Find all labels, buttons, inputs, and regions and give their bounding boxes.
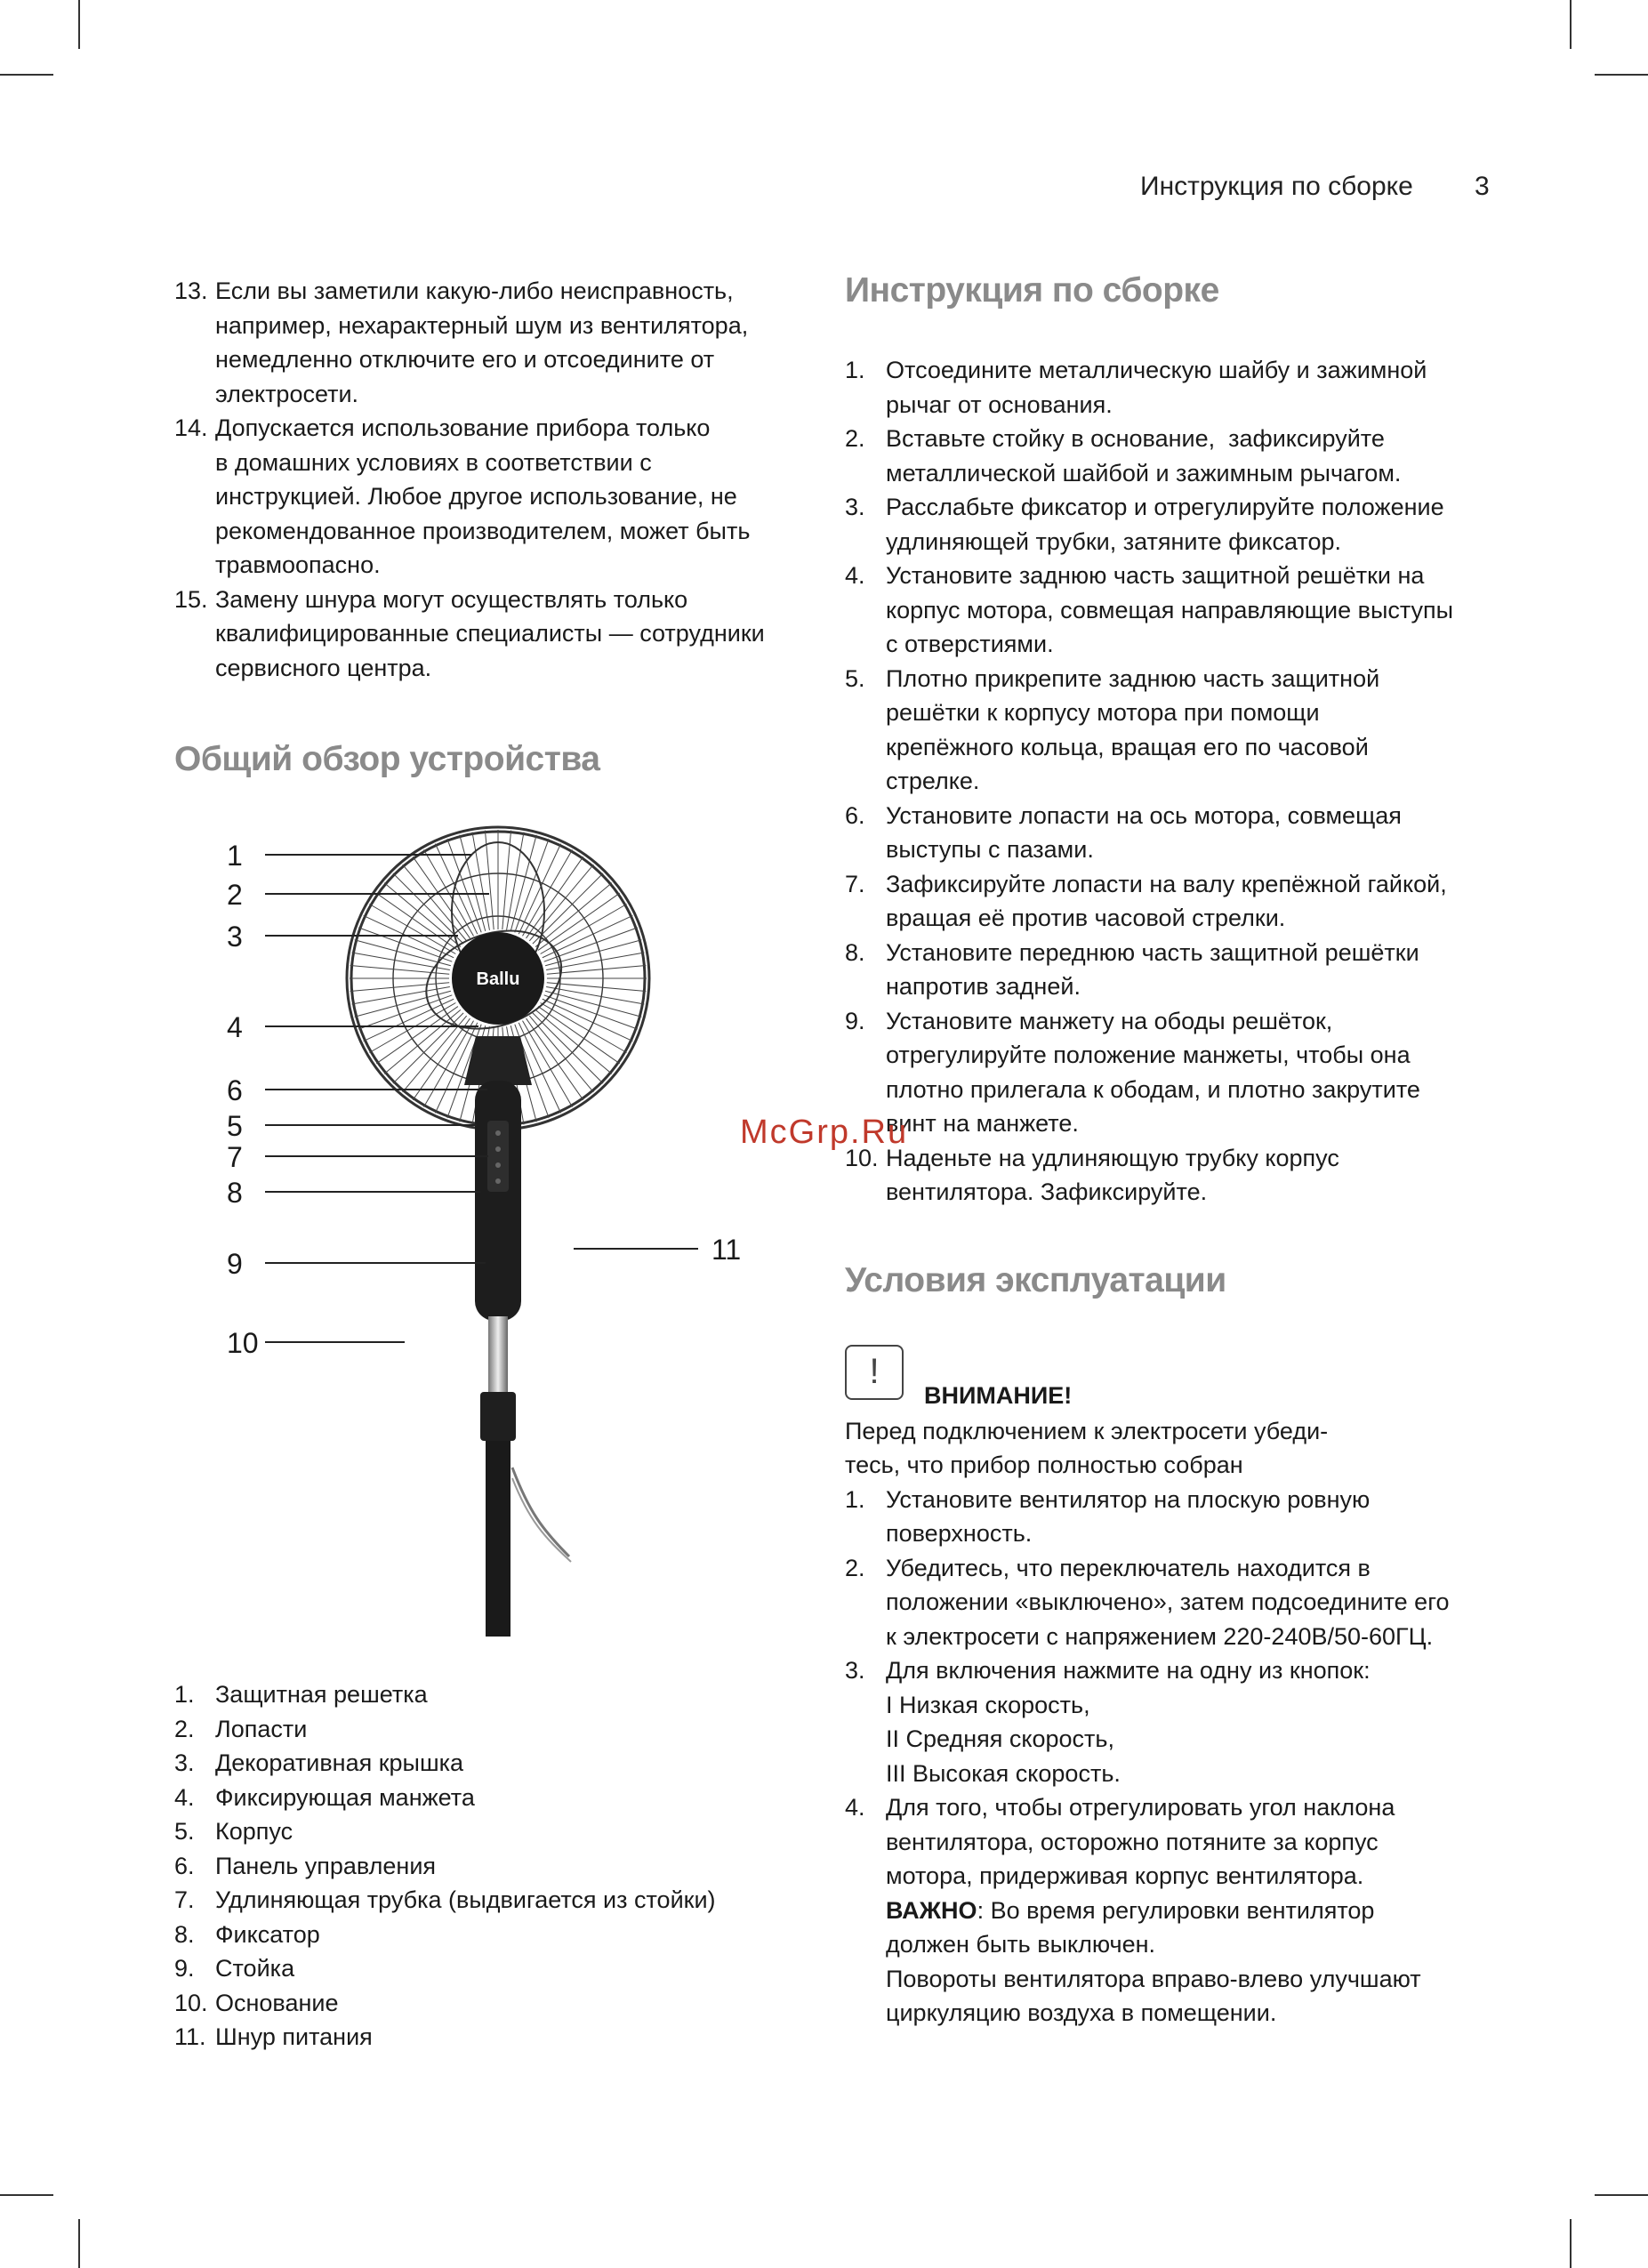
crop-mark xyxy=(0,2194,53,2196)
callout-3: 3 xyxy=(227,921,243,953)
list-item: 6. Панель управления xyxy=(174,1852,437,1879)
grille-spoke xyxy=(535,883,612,947)
list-item: 2. Убедитесь, что переключатель находится в положении «выключено», затем подсоедините его к электросети с напряжением 220-240В/50-60ГЦ. xyxy=(845,1554,1450,1650)
callout-7: 7 xyxy=(227,1141,243,1173)
warning-label: ВНИМАНИЕ! xyxy=(924,1381,1073,1409)
left-column xyxy=(174,274,797,779)
extension-tube xyxy=(488,1316,508,1396)
grille-spoke xyxy=(364,915,454,957)
assembly-title: Инструкция по сборке xyxy=(845,271,1219,310)
safety-list xyxy=(174,274,797,685)
page-number: 3 xyxy=(1475,172,1490,201)
callout-11: 11 xyxy=(711,1234,742,1266)
grille-spoke xyxy=(413,1018,470,1100)
crop-mark xyxy=(1595,74,1648,76)
list-item: 1. Защитная решетка xyxy=(174,1681,428,1708)
list-item: 2. Лопасти xyxy=(174,1715,308,1742)
grille-spoke xyxy=(384,1009,461,1074)
grille-spoke xyxy=(369,905,455,954)
grille-spoke xyxy=(403,1016,467,1092)
callout-6: 6 xyxy=(227,1074,243,1106)
grille-spoke xyxy=(376,893,458,950)
list-item: 9. Стойка xyxy=(174,1955,295,1982)
callout-4: 4 xyxy=(227,1011,243,1043)
list-item: 1. Установите вентилятор на плоскую ровную поверхность. xyxy=(845,1485,1371,1547)
callout-10: 10 xyxy=(227,1327,259,1359)
list-item: 15. Замену шнура могут осуществлять только квалифицированные специалисты — сотрудники сервисного центра. xyxy=(174,585,765,681)
crop-mark xyxy=(1595,2194,1648,2196)
warning-text: Перед подключением к электросети убеди- тесь, что прибор полностью собран xyxy=(845,1417,1329,1478)
list-item: 10. Наденьте на удлиняющую трубку корпус вентилятора. Зафиксируйте. xyxy=(845,1144,1339,1205)
list-item: 8. Установите переднюю часть защитной решётки напротив задней. xyxy=(845,938,1419,1000)
operation-steps xyxy=(845,1483,1467,2031)
brand-logo: Ballu xyxy=(476,969,520,989)
warning-icon: ! xyxy=(845,1345,904,1400)
grille-spoke xyxy=(523,1021,573,1107)
list-item: 5. Корпус xyxy=(174,1818,293,1845)
list-item: 6. Установите лопасти на ось мотора, совмещая выступы с пазами. xyxy=(845,801,1402,863)
list-item: 8. Фиксатор xyxy=(174,1920,320,1948)
crop-mark xyxy=(1570,2219,1572,2268)
crop-mark xyxy=(78,0,80,49)
list-item: 7. Зафиксируйте лопасти на валу крепёжной гайкой, вращая её против часовой стрелки. xyxy=(845,870,1447,931)
grille-spoke xyxy=(529,1016,593,1092)
list-item: 14. Допускается использование прибора только в домашних условиях в соответствии с инструкцией. Любое другое использование, не рекомендованное производителем, может быть травмоопасно. xyxy=(174,414,751,578)
list-item: 4. Для того, чтобы отрегулировать угол наклона вентилятора, осторожно потяните за корпус мотора, придерживая корпус вентилятора. ВАЖНО: Во время регулировки вентилятор должен быть выключен. Повороты вентилятора вправо-влево улучшают циркуляцию воздуха в помещении. xyxy=(845,1794,1421,2026)
list-item: 3. Декоративная крышка xyxy=(174,1749,464,1776)
overview-title: Общий обзор устройства xyxy=(174,740,600,778)
callout-9: 9 xyxy=(227,1248,243,1280)
grille-spoke xyxy=(376,1007,458,1064)
crop-mark xyxy=(78,2219,80,2268)
stand-pole xyxy=(486,1441,510,1637)
grille-spoke xyxy=(369,1003,455,1053)
list-item: 5. Плотно прикрепите заднюю часть защитной решётки к корпусу мотора при помощи крепёжного кольца, вращая его по часовой стрелке. xyxy=(845,664,1380,794)
list-item: 2. Вставьте стойку в основание, зафиксируйте металлической шайбой и зажимным рычагом. xyxy=(845,425,1402,487)
list-item: 3. Для включения нажмите на одну из кнопок: I Низкая скорость, II Средняя скорость, III Высокая скорость. xyxy=(845,1657,1371,1787)
list-item: 11. Шнур питания xyxy=(174,2023,373,2050)
crop-mark xyxy=(0,74,53,76)
grille-spoke xyxy=(519,844,560,935)
right-column xyxy=(845,271,1467,2031)
list-item: 1. Отсоедините металлическую шайбу и зажимной рычаг от основания. xyxy=(845,357,1427,418)
running-header: Инструкция по сборке xyxy=(1140,172,1413,201)
list-item: 3. Расслабьте фиксатор и отрегулируйте положение удлиняющей трубки, затяните фиксатор. xyxy=(845,494,1444,555)
fixing-collar xyxy=(464,1036,532,1085)
assembly-steps xyxy=(845,353,1467,1210)
list-item: 7. Удлиняющая трубка (выдвигается из стойки) xyxy=(174,1886,716,1913)
callout-5: 5 xyxy=(227,1110,243,1142)
callout-8: 8 xyxy=(227,1177,243,1209)
grille-spoke xyxy=(403,865,467,941)
grille-spoke xyxy=(364,999,454,1041)
power-cord xyxy=(512,1468,569,1556)
parts-legend xyxy=(174,1677,797,2055)
watermark: McGrp.Ru xyxy=(740,1114,909,1151)
crop-mark xyxy=(1570,0,1572,49)
grille-spoke xyxy=(527,1018,583,1100)
operation-title: Условия эксплуатации xyxy=(845,1260,1226,1299)
callout-1: 1 xyxy=(227,840,243,872)
grille-spoke xyxy=(529,865,593,941)
fan-diagram xyxy=(205,818,792,1637)
grille-spoke xyxy=(541,1003,627,1053)
grille-spoke xyxy=(543,999,633,1041)
list-item: 9. Установите манжету на ободы решёток, отрегулируйте положение манжеты, чтобы она плотно прилегала к ободам, и плотно закрутите винт на манжете. xyxy=(845,1007,1420,1137)
grille-spoke xyxy=(384,883,461,947)
grille-spoke xyxy=(424,1021,474,1107)
callout-2: 2 xyxy=(227,879,243,911)
list-item: 10. Основание xyxy=(174,1989,339,2016)
grille-spoke xyxy=(538,1007,620,1064)
fan-housing xyxy=(475,1081,521,1321)
list-item: 13. Если вы заметили какую-либо неисправность, например, нехарактерный шум из вентилятора, немедленно отключите его и отсоедините от электросети. xyxy=(174,277,749,407)
lock-clamp xyxy=(480,1392,516,1441)
list-item: 4. Фиксирующая манжета xyxy=(174,1783,475,1811)
grille-spoke xyxy=(538,893,620,950)
grille-spoke xyxy=(535,1009,612,1074)
warning-block xyxy=(845,1345,1467,1414)
list-item: 4. Установите заднюю часть защитной решётки на корпус мотора, совмещая направляющие выступы с отверстиями. xyxy=(845,562,1454,657)
grille-spoke xyxy=(435,844,477,935)
